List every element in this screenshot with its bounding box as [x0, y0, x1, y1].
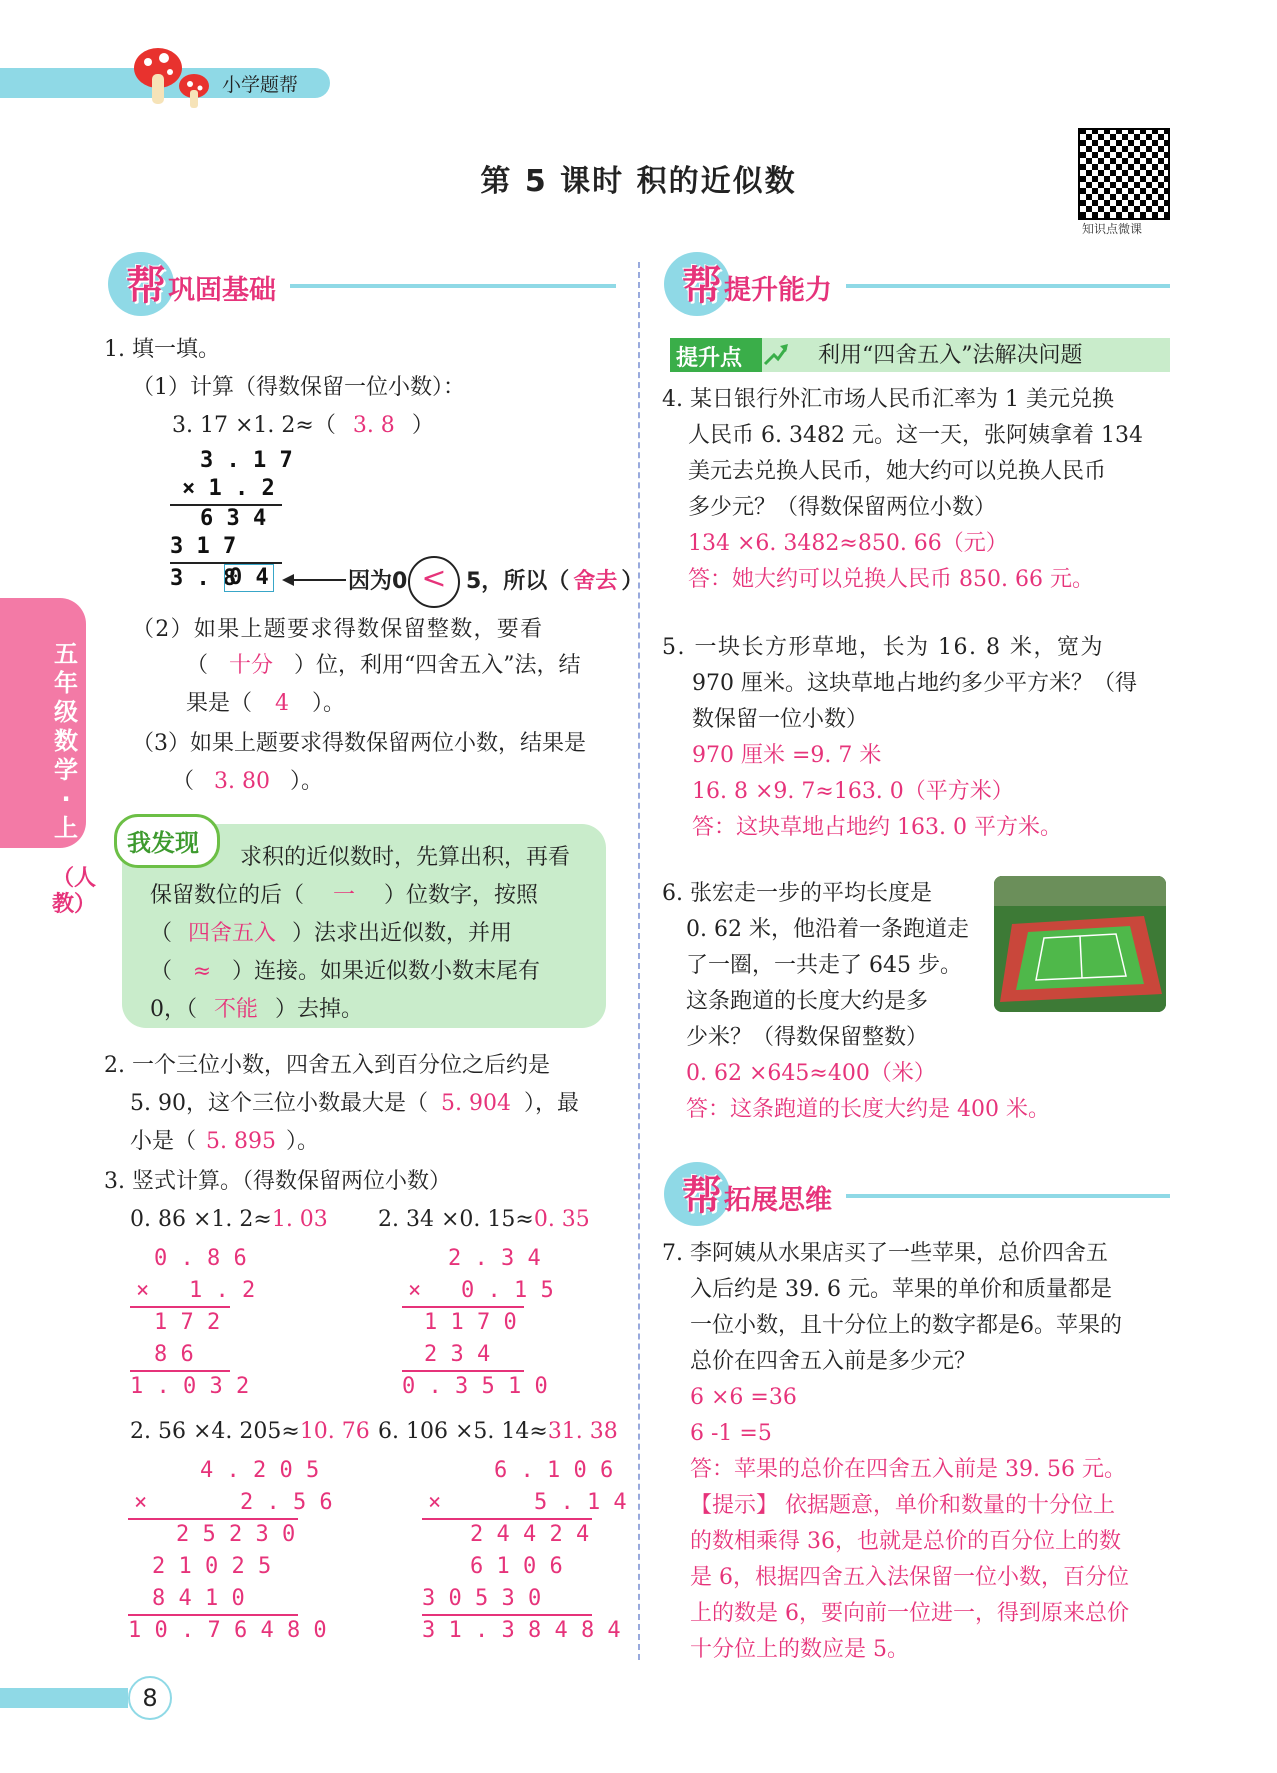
column-divider	[638, 262, 640, 1660]
q3-expr4: 6. 106 ×5. 14≈31. 38	[378, 1419, 618, 1444]
q6-line: 6. 张宏走一步的平均长度是	[662, 881, 932, 906]
q4-answer: 134 ×6. 3482≈850. 66（元）	[688, 531, 1008, 556]
q7-answer: 答：苹果的总价在四舍五入前是 39. 56 元。	[690, 1457, 1126, 1482]
q7-line: 入后约是 39. 6 元。苹果的单价和质量都是	[690, 1277, 1112, 1302]
qr-code[interactable]	[1078, 128, 1170, 220]
publisher-label: （人教）	[52, 866, 97, 917]
q7-line: 总价在四舍五入前是多少元？	[690, 1349, 977, 1374]
q5-line: 数保留一位小数）	[692, 707, 869, 732]
q3-c4-line: 3 0 5 3 0	[422, 1586, 542, 1611]
mushroom-logo-icon	[132, 44, 212, 110]
page-number: 8	[128, 1676, 172, 1720]
q1-because: 因为0	[348, 569, 408, 594]
brand-name: 小学题帮	[222, 74, 299, 96]
q3-c3-line: × 2 . 5 6	[134, 1490, 333, 1515]
arrow-left-icon	[282, 570, 348, 590]
q1-calc-line: × 1 . 2	[182, 476, 275, 501]
q7-answer: 6 ×6 =36	[690, 1385, 797, 1410]
q1-calc-result: 3 . 8	[170, 566, 237, 591]
q7-hint: 上的数是 6，要向前一位进一，得到原来总价	[690, 1601, 1129, 1626]
q1-so: 5，所以（ 舍去 ）	[466, 569, 644, 594]
q6-line: 了一圈，一共走了 645 步。	[686, 953, 962, 978]
q7-line: 7. 李阿姨从水果店买了一些苹果，总价四舍五	[662, 1241, 1108, 1266]
q2-line1: 2. 一个三位小数，四舍五入到百分位之后约是	[104, 1053, 550, 1078]
q3-expr3: 2. 56 ×4. 205≈10. 76	[130, 1419, 370, 1444]
q3-c1-line: × 1 . 2	[136, 1278, 256, 1303]
discovery-tag: 我发现	[114, 814, 220, 868]
q5-answer: 970 厘米 =9. 7 米	[692, 743, 882, 768]
q3-expr1: 0. 86 ×1. 2≈1. 03	[130, 1207, 328, 1232]
q7-hint: 是 6，根据四舍五入法保留一位小数，百分位	[690, 1565, 1129, 1590]
q3-c1-line: 1 7 2	[154, 1310, 221, 1335]
q1-part2-line1: （2）如果上题要求得数保留整数，要看	[132, 617, 544, 642]
q3-c2-line: 1 1 7 0	[424, 1310, 517, 1335]
q3-c1-line: 0 . 8 6	[154, 1246, 247, 1271]
q2-line2: 5. 90，这个三位小数最大是（ 5. 904 ），最	[130, 1091, 579, 1116]
section-expand: 帮 拓展思维	[664, 1162, 1172, 1226]
q1-part2-line2: （ 十分 ）位，利用“四舍五入”法，结	[186, 653, 581, 678]
q1-part3-line1: （3）如果上题要求得数保留两位小数，结果是	[132, 731, 586, 756]
q3-c2-line: 0 . 3 5 1 0	[402, 1374, 548, 1399]
q3-c2-line: × 0 . 1 5	[408, 1278, 554, 1303]
q2-line3: 小是（ 5. 895 ）。	[130, 1129, 320, 1154]
q4-line: 人民币 6. 3482 元。这一天，张阿姨拿着 134	[688, 423, 1143, 448]
q1-part3-line2: （ 3. 80 ）。	[172, 769, 324, 794]
q5-line: 970 厘米。这块草地占地约多少平方米？（得	[692, 671, 1137, 696]
q1-title: 1. 填一填。	[104, 337, 220, 362]
grade-label: 五年级数学·上	[54, 640, 78, 842]
section-improve: 帮 提升能力	[664, 252, 1172, 316]
q5-answer: 16. 8 ×9. 7≈163. 0（平方米）	[692, 779, 1014, 804]
qr-caption: 知识点微课	[1082, 222, 1143, 236]
q6-line: 这条跑道的长度大约是多	[686, 989, 929, 1014]
q4-line: 多少元？（得数保留两位小数）	[688, 495, 997, 520]
q3-c4-line: × 5 . 1 4	[428, 1490, 627, 1515]
q6-line: 0. 62 米，他沿着一条跑道走	[686, 917, 969, 942]
improve-point-tag: 提升点	[670, 338, 762, 372]
q1-part2-line3: 果是（ 4 ）。	[186, 691, 346, 716]
q6-answer: 0. 62 ×645≈400（米）	[686, 1061, 936, 1086]
q3-c3-line: 2 5 2 3 0	[176, 1522, 296, 1547]
q7-hint: 【提示】 依据题意，单价和数量的十分位上	[690, 1493, 1115, 1518]
q7-line: 一位小数，且十分位上的数字都是6。苹果的	[690, 1313, 1122, 1338]
discovery-line: 求积的近似数时，先算出积，再看	[240, 845, 571, 870]
q7-answer: 6 -1 =5	[690, 1421, 772, 1446]
q3-c4-line: 3 1 . 3 8 4 8 4	[422, 1618, 621, 1643]
q6-answer: 答：这条跑道的长度大约是 400 米。	[686, 1097, 1050, 1122]
q3-c3-line: 4 . 2 0 5	[200, 1458, 320, 1483]
q4-line: 4. 某日银行外汇市场人民币汇率为 1 美元兑换	[662, 387, 1114, 412]
page-title: 第 5 课时 积的近似数	[480, 164, 797, 199]
q3-c4-line: 2 4 4 2 4	[470, 1522, 590, 1547]
q3-c4-line: 6 1 0 6	[470, 1554, 563, 1579]
q6-line: 少米？（得数保留整数）	[686, 1025, 929, 1050]
track-field-photo	[994, 876, 1166, 1012]
footer-bar	[0, 1688, 128, 1708]
q5-answer: 答：这块草地占地约 163. 0 平方米。	[692, 815, 1062, 840]
q1-calc-boxed-digits: 0 4	[224, 564, 274, 592]
q1-compare-answer: <	[421, 561, 447, 596]
discovery-line: （ 四舍五入 ）法求出近似数，并用	[150, 921, 513, 946]
q3-c1-line: 1 . 0 3 2	[130, 1374, 250, 1399]
q1-calc-line: 6 3 4	[200, 506, 267, 531]
q3-c3-line: 8 4 1 0	[152, 1586, 245, 1611]
q3-c1-line: 8 6	[154, 1342, 194, 1367]
discovery-line: 0，（ 不能 ）去掉。	[150, 997, 364, 1022]
q4-line: 美元去兑换人民币，她大约可以兑换人民币	[688, 459, 1107, 484]
q3-c4-line: 6 . 1 0 6	[494, 1458, 614, 1483]
q1-part1-label: （1）计算（得数保留一位小数）：	[132, 375, 465, 400]
improve-point-text: 利用“四舍五入”法解决问题	[818, 343, 1083, 368]
q7-hint: 的数相乘得 36，也就是总价的百分位上的数	[690, 1529, 1121, 1554]
section-basic: 帮 巩固基础	[108, 252, 618, 316]
discovery-line: （ ≈ ）连接。如果近似数小数末尾有	[150, 959, 541, 984]
q3-c2-line: 2 3 4	[424, 1342, 491, 1367]
q4-answer: 答：她大约可以兑换人民币 850. 66 元。	[688, 567, 1094, 592]
discovery-line: 保留数位的后（ 一 ）位数字，按照	[150, 883, 539, 908]
q7-hint: 十分位上的数应是 5。	[690, 1637, 909, 1662]
q3-c2-line: 2 . 3 4	[448, 1246, 541, 1271]
q3-expr2: 2. 34 ×0. 15≈0. 35	[378, 1207, 590, 1232]
q5-line: 5. 一块长方形草地，长为 16. 8 米，宽为	[662, 635, 1104, 660]
q3-title: 3. 竖式计算。（得数保留两位小数）	[104, 1169, 451, 1194]
arrow-up-right-icon	[762, 342, 790, 368]
q1-part1-expr: 3. 17 ×1. 2≈（ 3. 8 ）	[172, 413, 434, 438]
q1-calc-line: 3 1 7	[170, 534, 237, 559]
q3-c3-line: 2 1 0 2 5	[152, 1554, 272, 1579]
q3-c3-line: 1 0 . 7 6 4 8 0	[128, 1618, 327, 1643]
q1-calc-line: 3 . 1 7	[200, 448, 293, 473]
